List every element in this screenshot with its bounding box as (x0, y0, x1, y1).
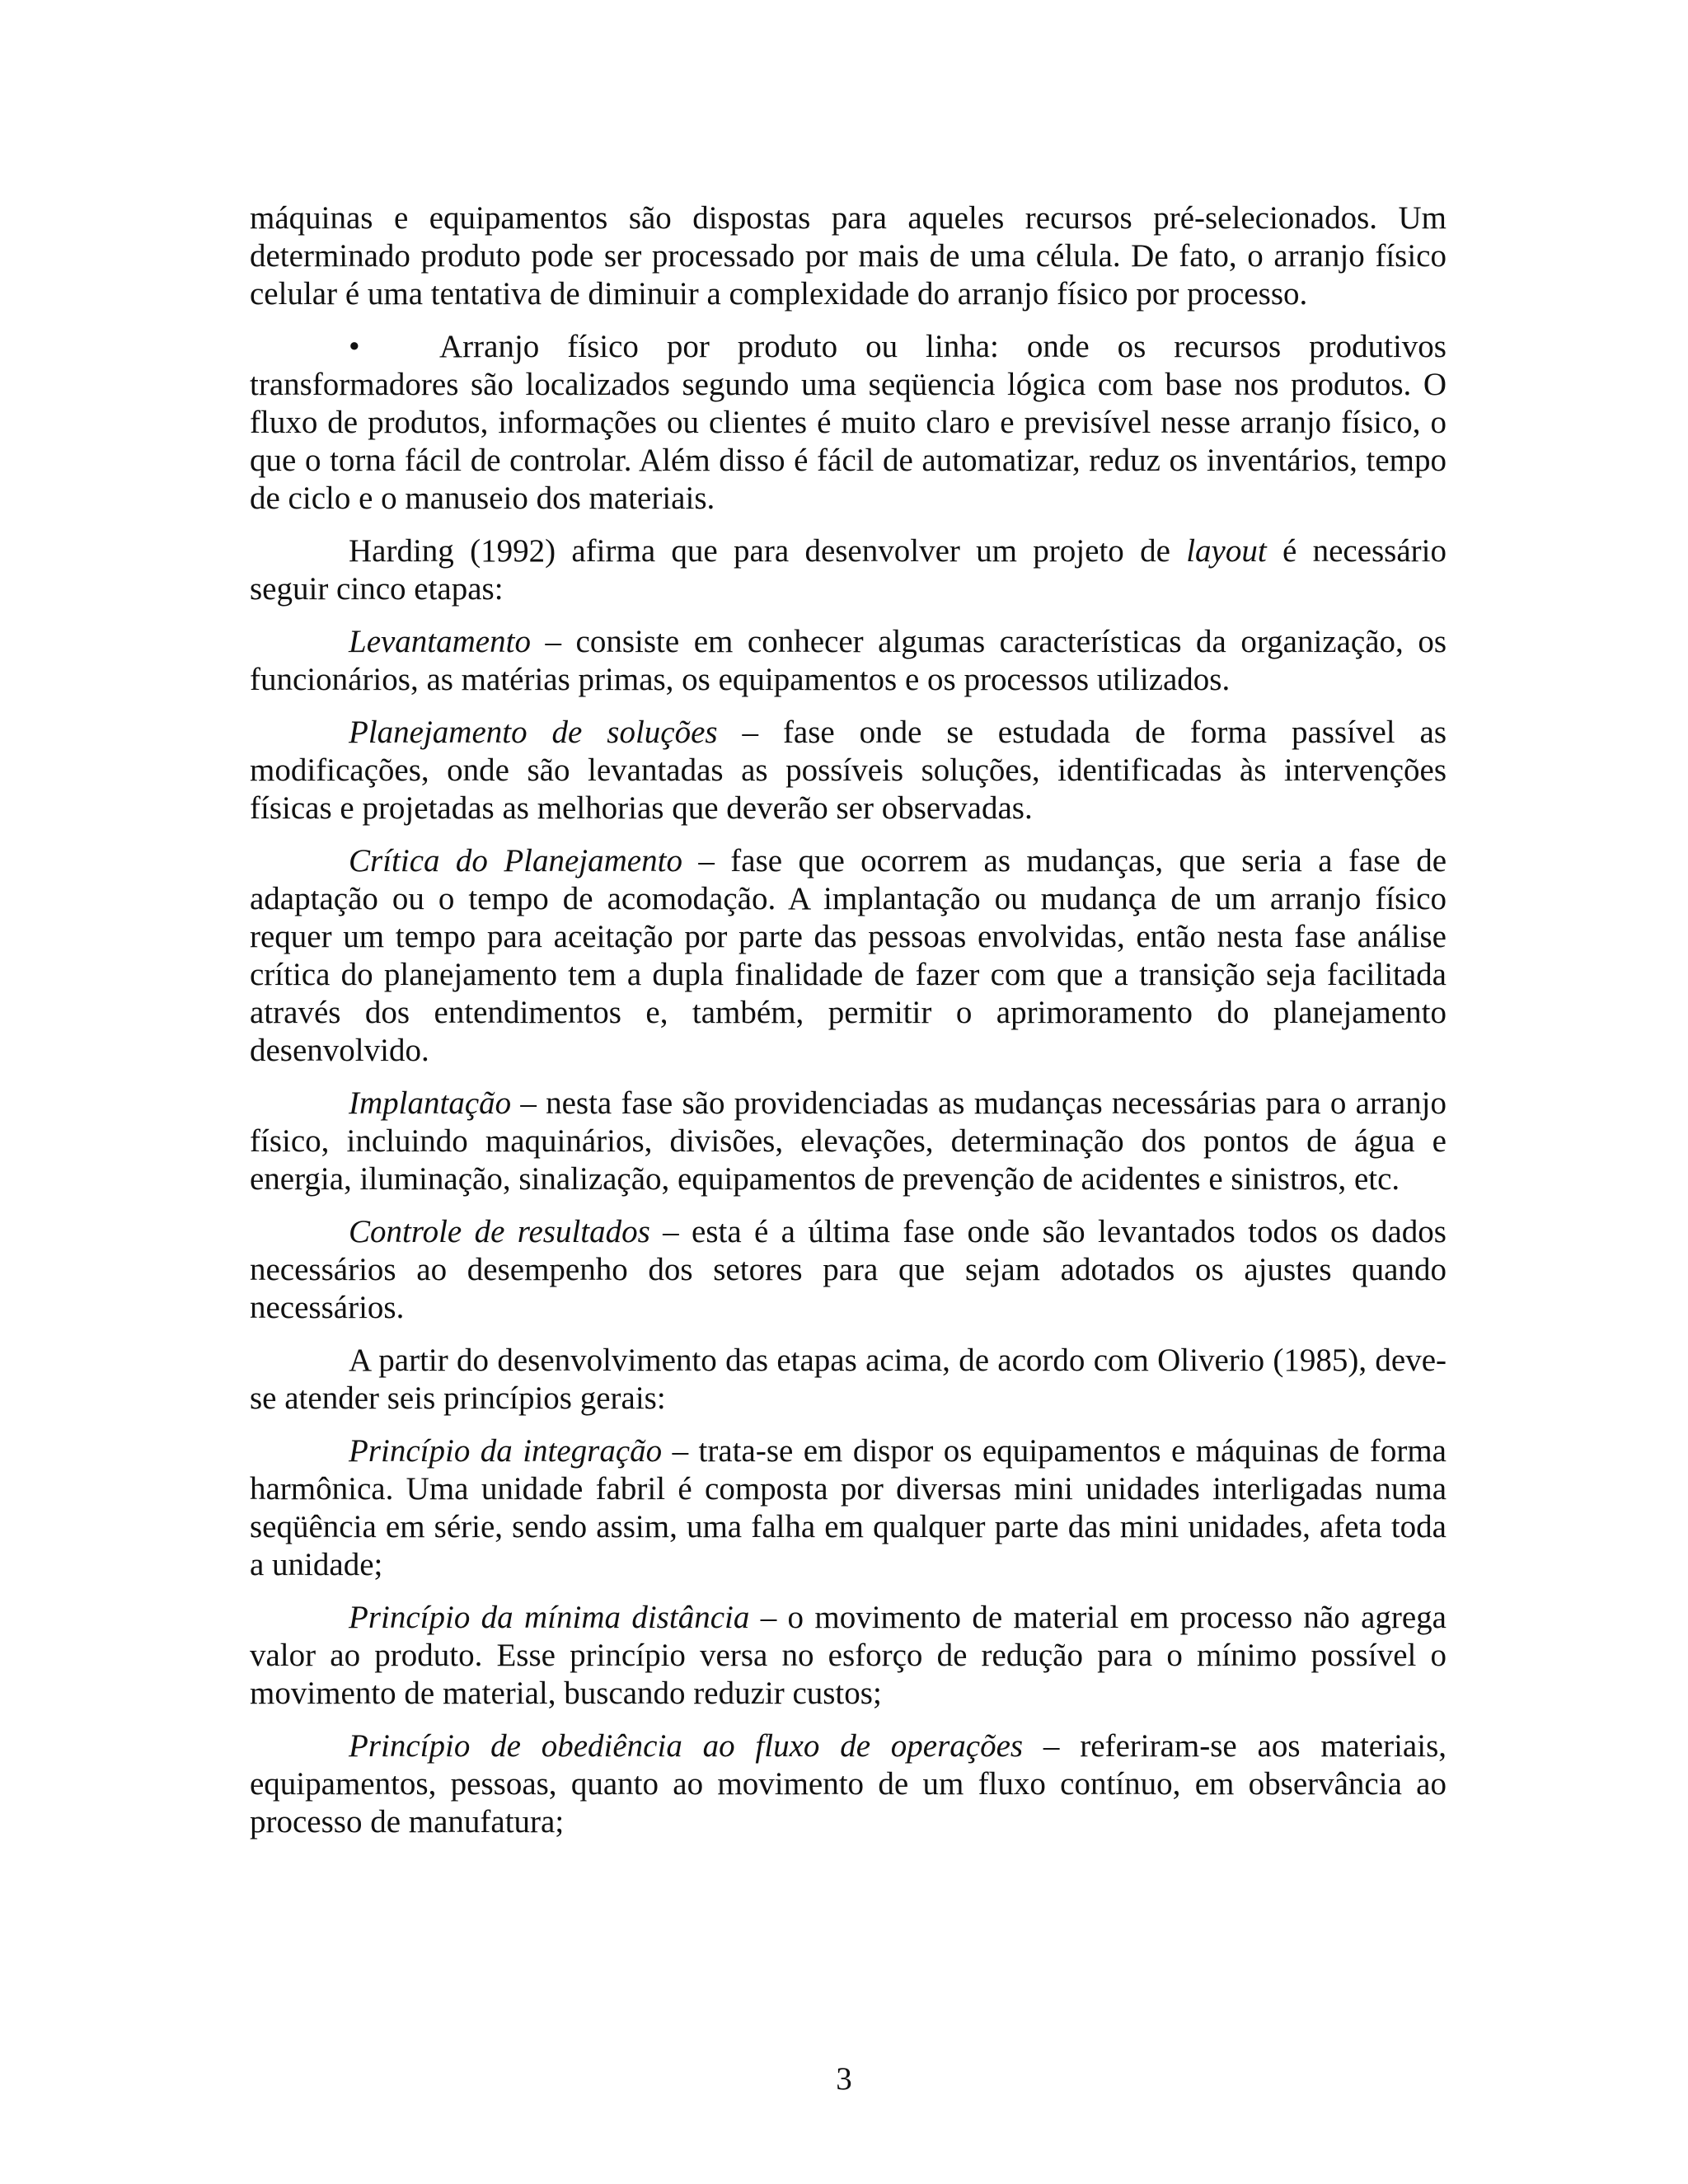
page-number: 3 (836, 2061, 852, 2097)
paragraph-text: – esta é a última fase onde são levantados todos os dados necessários ao desempenho dos setores para que sejam adotados os ajustes quando necessários. (250, 1214, 1447, 1325)
paragraph-principio-integracao (250, 1432, 1447, 1584)
paragraph-controle-resultados (250, 1213, 1447, 1327)
paragraph-levantamento (250, 623, 1447, 699)
paragraph-celular-continuation: máquinas e equipamentos são dispostas para aqueles recursos pré-selecionados. Um determinado produto pode ser processado por mais de uma célula. De fato, o arranjo físico celular é uma tentativa de diminuir a complexidade do arranjo físico por processo. (250, 200, 1447, 312)
italic-term: Controle de resultados (349, 1214, 650, 1249)
paragraph-text: – fase onde se estudada de forma passível as modificações, onde são levantadas as possíveis soluções, identificadas às intervenções físicas e projetadas as melhorias que deverão ser observadas. (250, 715, 1447, 826)
paragraph-oliverio: A partir do desenvolvimento das etapas acima, de acordo com Oliverio (1985), deve-se atender seis princípios gerais: (250, 1343, 1447, 1416)
paragraph-text: – fase que ocorrem as mudanças, que seria a fase de adaptação ou o tempo de acomodação. A implantação ou mudança de um arranjo físico requer um tempo para aceitação por parte das pessoas envolvidas, então nesta fase análise crítica do planejamento tem a dupla finalidade de fazer com que a transição seja facilitada através dos entendimentos e, também, permitir o aprimoramento do planejamento desenvolvido. (250, 843, 1447, 1068)
paragraph-text: – nesta fase são providenciadas as mudanças necessárias para o arranjo físico, incluindo maquinários, divisões, elevações, determinação dos pontos de água e energia, iluminação, sinalização, equipamentos de prevenção de acidentes e sinistros, etc. (250, 1085, 1447, 1197)
italic-term: layout (1186, 533, 1267, 569)
italic-term: Princípio da mínima distância (349, 1600, 750, 1635)
paragraph-planejamento-solucoes (250, 714, 1447, 827)
paragraph-implantacao (250, 1085, 1447, 1198)
paragraph-text: – trata-se em dispor os equipamentos e máquinas de forma harmônica. Uma unidade fabril é composta por diversas mini unidades interligadas numa seqüência em série, sendo assim, uma falha em qualquer parte das mini unidades, afeta toda a unidade; (250, 1433, 1447, 1582)
paragraph-text: – consiste em conhecer algumas características da organização, os funcionários, as matérias primas, os equipamentos e os processos utilizados. (250, 624, 1447, 697)
paragraph-text: – o movimento de material em processo não agrega valor ao produto. Esse princípio versa no esforço de redução para o mínimo possível o movimento de material, buscando reduzir custos; (250, 1600, 1447, 1711)
italic-term: Planejamento de soluções (349, 715, 718, 750)
document-page (250, 199, 1447, 1856)
bullet-icon: • (349, 329, 360, 364)
paragraph-text: – referiram-se aos materiais, equipamentos, pessoas, quanto ao movimento de um fluxo contínuo, em observância ao processo de manufatura; (250, 1728, 1447, 1840)
italic-term: Princípio da integração (349, 1433, 663, 1469)
italic-term: Implantação (349, 1085, 512, 1121)
paragraph-harding (250, 532, 1447, 608)
paragraph-principio-minima-distancia (250, 1599, 1447, 1713)
paragraph-critica-planejamento (250, 842, 1447, 1070)
bullet-paragraph-arranjo-produto (250, 328, 1447, 518)
italic-term: Levantamento (349, 624, 531, 659)
italic-term: Crítica do Planejamento (349, 843, 682, 879)
italic-term: Princípio de obediência ao fluxo de operações (349, 1728, 1024, 1764)
paragraph-text: Harding (1992) afirma que para desenvolver um projeto de (349, 533, 1187, 569)
paragraph-text: é necessário seguir cinco etapas: (250, 533, 1447, 607)
bullet-text: Arranjo físico por produto ou linha: onde os recursos produtivos transformadores são localizados segundo uma seqüencia lógica com base nos produtos. O fluxo de produtos, informações ou clientes é muito claro e previsível nesse arranjo físico, o que o torna fácil de controlar. Além disso é fácil de automatizar, reduz os inventários, tempo de ciclo e o manuseio dos materiais. (250, 329, 1447, 516)
paragraph-principio-fluxo-operacoes (250, 1727, 1447, 1841)
